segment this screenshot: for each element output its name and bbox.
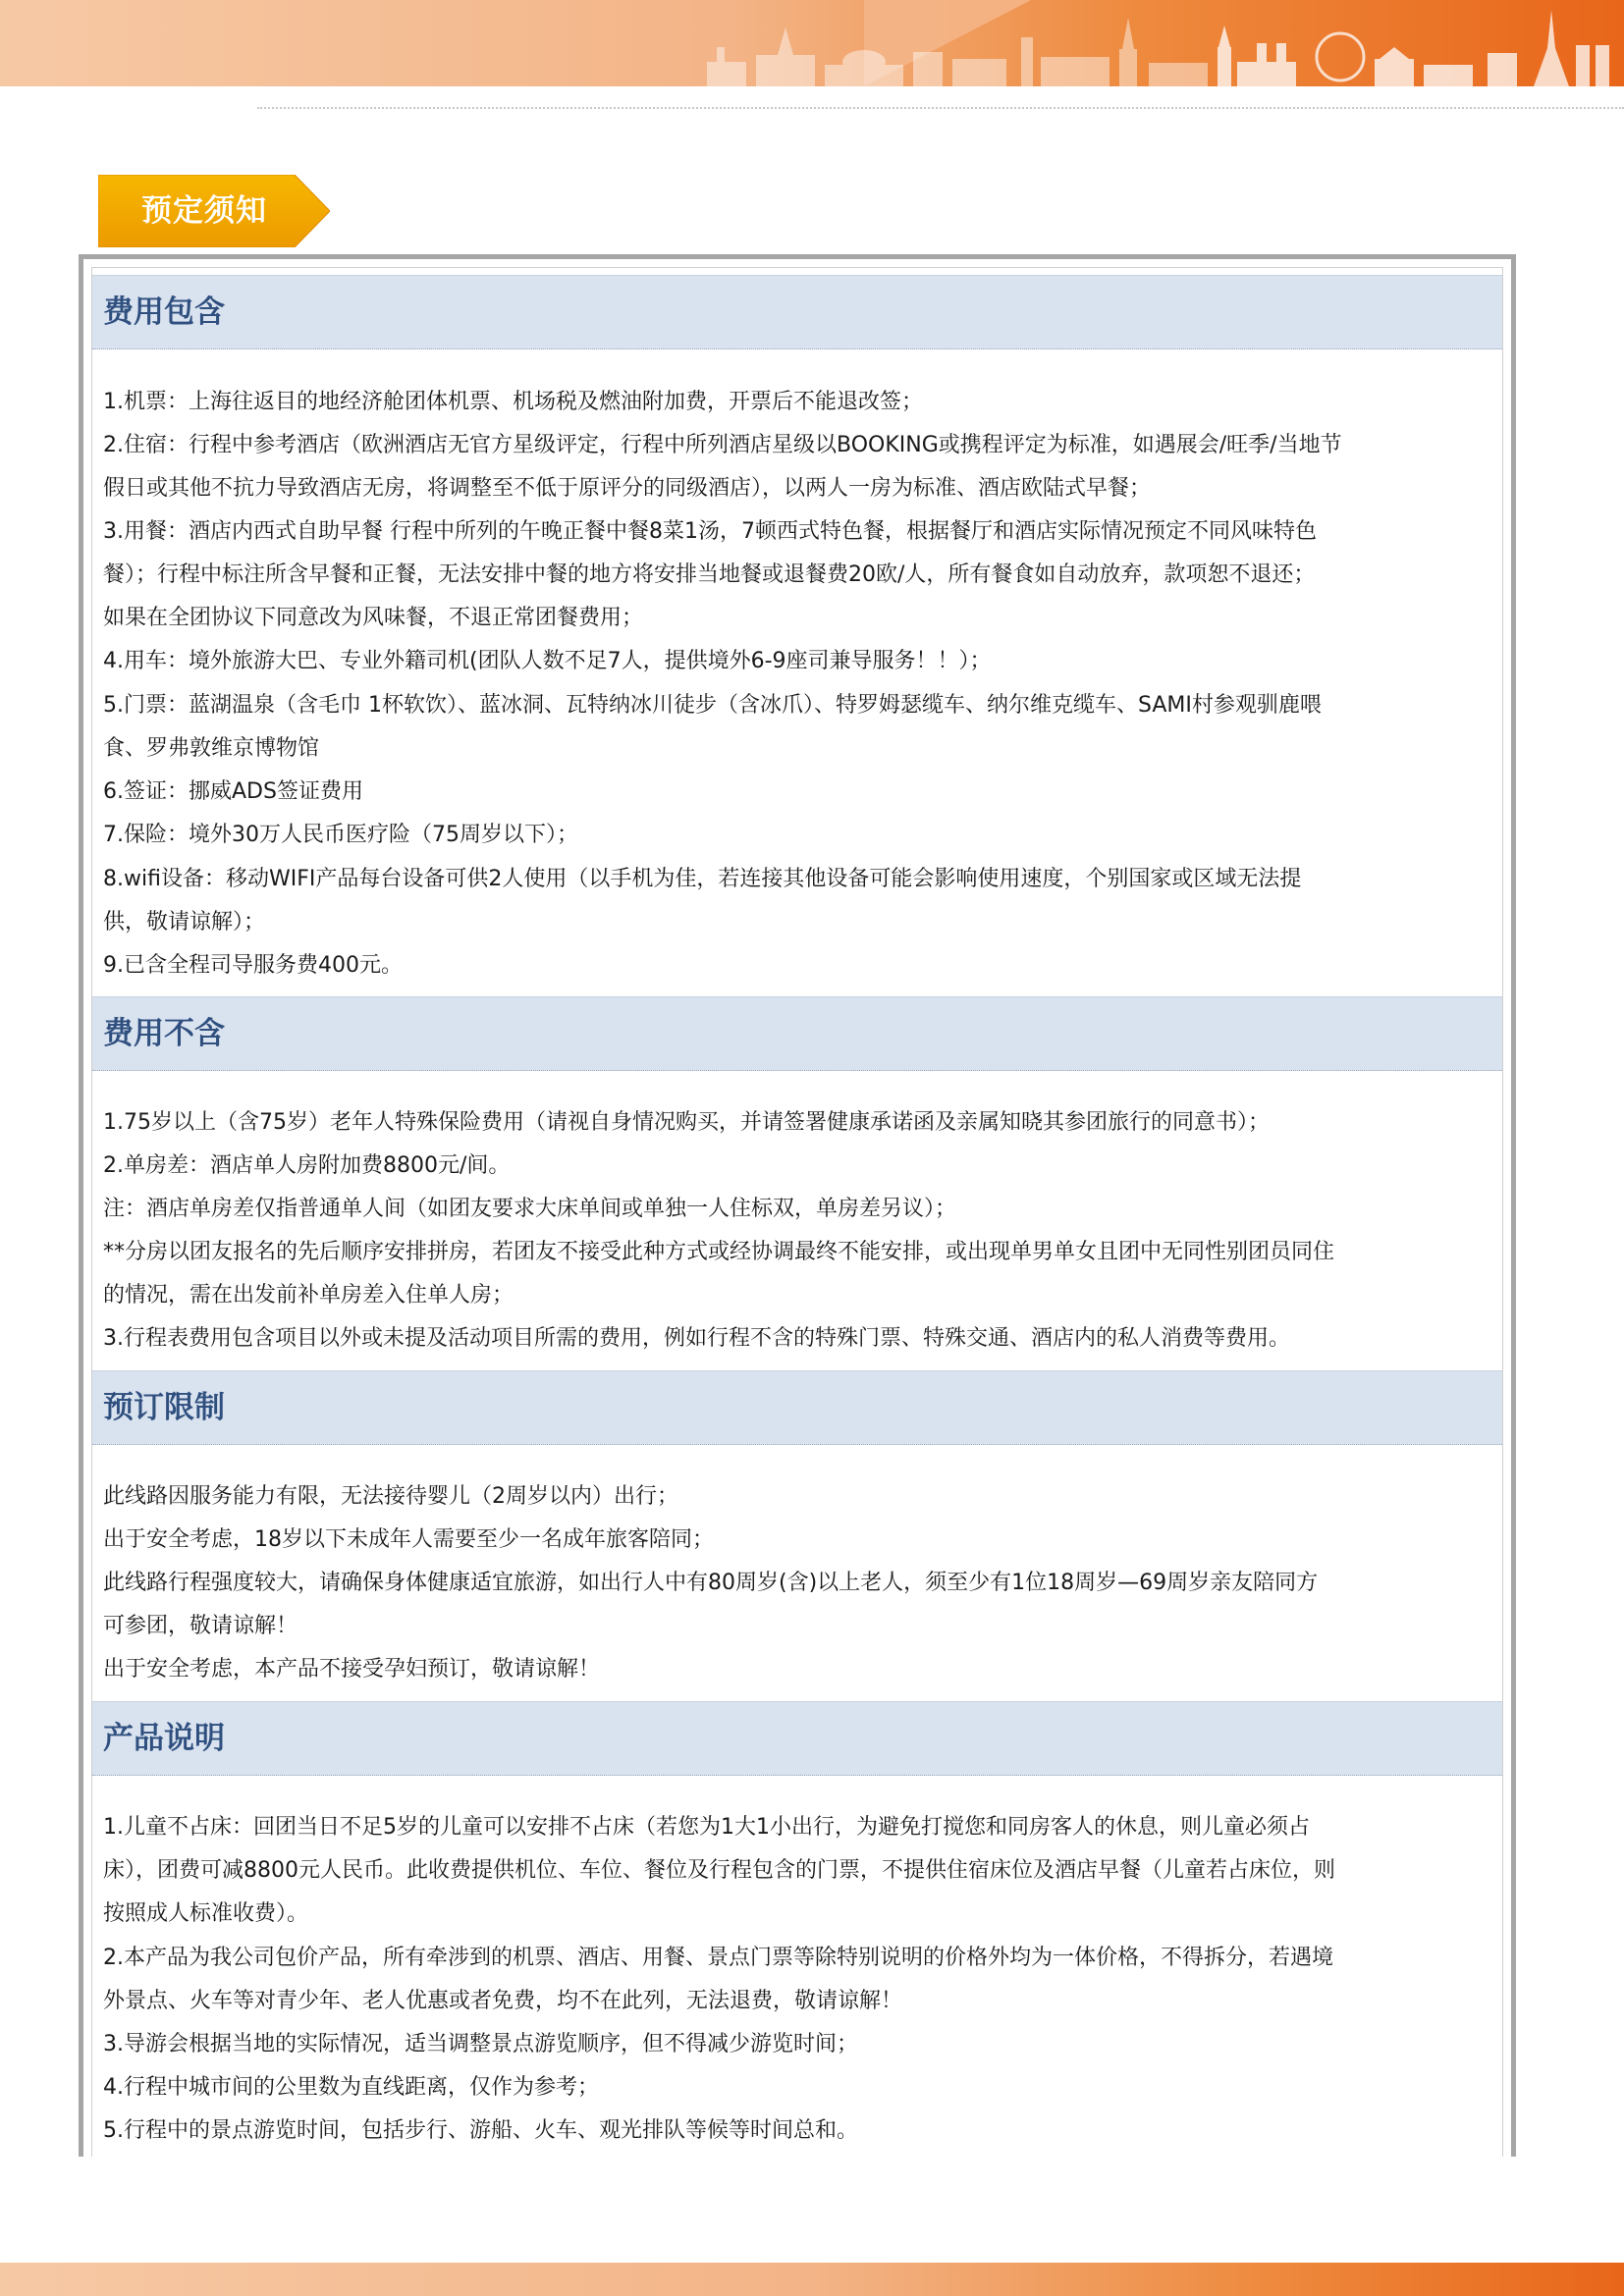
booking-notice-box — [79, 254, 1516, 2157]
text-line: 外景点、火车等对青少年、老人优惠或者免费，均不在此列，无法退费，敬请谅解！ — [103, 1989, 903, 2013]
text-line: 注：酒店单房差仅指普通单人间（如团友要求大床单间或单独一人住标双，单房差另议）； — [103, 1197, 957, 1221]
text-line: 供，敬请谅解）； — [103, 910, 266, 934]
section-title: 产品说明 — [103, 1721, 225, 1756]
booking-notice-inner — [91, 267, 1503, 2157]
text-line: 此线路行程强度较大，请确保身体健康适宜旅游，如出行人中有80周岁(含)以上老人，须至少有1位18周岁—69周岁亲友陪同方 — [103, 1571, 1319, 1595]
section-title: 费用不含 — [103, 1016, 225, 1051]
text-line: 1.机票：上海往返目的地经济舱团体机票、机场税及燃油附加费，开票后不能退改签； — [103, 390, 923, 414]
footer-banner — [0, 2263, 1624, 2296]
text-line: 假日或其他不抗力导致酒店无房，将调整至不低于原评分的同级酒店），以两人一房为标准、酒店欧陆式早餐； — [103, 476, 1152, 501]
text-line: 按照成人标准收费）。 — [103, 1901, 309, 1926]
section-header-excluded — [92, 996, 1502, 1071]
text-line: 如果在全团协议下同意改为风味餐，不退正常团餐费用； — [103, 606, 644, 630]
text-line: 4.用车：境外旅游大巴、专业外籍司机(团队人数不足7人，提供境外6-9座司兼导服务！！）； — [103, 649, 992, 673]
section-title: 费用包含 — [103, 294, 225, 330]
text-line: 4.行程中城市间的公里数为直线距离，仅作为参考； — [103, 2075, 599, 2100]
text-line: 床），团费可减8800元人民币。此收费提供机位、车位、餐位及行程包含的门票，不提供住宿床位及酒店早餐（儿童若占床位，则 — [103, 1858, 1335, 1883]
text-line: 出于安全考虑，本产品不接受孕妇预订，敬请谅解！ — [103, 1657, 601, 1682]
text-line: 5.门票：蓝湖温泉（含毛巾 1杯软饮）、蓝冰洞、瓦特纳冰川徒步（含冰爪）、特罗姆瑟缆车、纳尔维克缆车、SAMI村参观驯鹿喂 — [103, 693, 1322, 718]
text-line: 6.签证：挪威ADS签证费用 — [103, 779, 363, 804]
text-line: 1.儿童不占床：回团当日不足5岁的儿童可以安排不占床（若您为1大1小出行，为避免打搅您和同房客人的休息，则儿童必须占 — [103, 1815, 1310, 1840]
text-line: 8.wifi设备：移动WIFI产品每台设备可供2人使用（以手机为佳，若连接其他设备可能会影响使用速度，个别国家或区域无法提 — [103, 867, 1302, 891]
header-divider — [257, 107, 1624, 109]
city-skyline-icon — [687, 8, 1624, 86]
section-title: 预订限制 — [103, 1390, 225, 1425]
text-line: 7.保险：境外30万人民币医疗险（75周岁以下）； — [103, 823, 578, 847]
text-line: 3.行程表费用包含项目以外或未提及活动项目所需的费用，例如行程不含的特殊门票、特殊交通、酒店内的私人消费等费用。 — [103, 1326, 1290, 1351]
section-header-restrictions — [92, 1370, 1502, 1445]
section-header-product-notes — [92, 1701, 1502, 1776]
text-line: 2.单房差：酒店单人房附加费8800元/间。 — [103, 1153, 511, 1178]
tag-title: 预定须知 — [141, 193, 267, 229]
text-line: 9.已含全程司导服务费400元。 — [103, 953, 403, 978]
text-line: 1.75岁以上（含75岁）老年人特殊保险费用（请视自身情况购买，并请签署健康承诺函及亲属知晓其参团旅行的同意书）； — [103, 1110, 1270, 1135]
text-line: 可参团，敬请谅解！ — [103, 1614, 298, 1638]
text-line: 5.行程中的景点游览时间，包括步行、游船、火车、观光排队等候等时间总和。 — [103, 2118, 858, 2143]
text-line: 餐）；行程中标注所含早餐和正餐，无法安排中餐的地方将安排当地餐或退餐费20欧/人，所有餐食如自动放弃，款项恕不退还； — [103, 562, 1316, 587]
text-line: 2.本产品为我公司包价产品，所有牵涉到的机票、酒店、用餐、景点门票等除特别说明的价格外均为一体价格，不得拆分，若遇境 — [103, 1946, 1333, 1970]
text-line: 3.用餐：酒店内西式自助早餐 行程中所列的午晚正餐中餐8菜1汤，7顿西式特色餐，根据餐厅和酒店实际情况预定不同风味特色 — [103, 519, 1317, 544]
text-line: 出于安全考虑，18岁以下未成年人需要至少一名成年旅客陪同； — [103, 1527, 714, 1552]
text-line: 的情况，需在出发前补单房差入住单人房； — [103, 1283, 514, 1308]
section-tag — [98, 175, 330, 247]
text-line: 此线路因服务能力有限，无法接待婴儿（2周岁以内）出行； — [103, 1484, 678, 1509]
text-line: 3.导游会根据当地的实际情况，适当调整景点游览顺序，但不得减少游览时间； — [103, 2032, 858, 2056]
header-banner — [0, 0, 1624, 86]
text-line: 食、罗弗敦维京博物馆 — [103, 736, 320, 761]
text-line: **分房以团友报名的先后顺序安排拼房，若团友不接受此种方式或经协调最终不能安排，或出现单男单女且团中无同性别团员同住 — [103, 1240, 1335, 1264]
section-header-included — [92, 275, 1502, 349]
text-line: 2.住宿：行程中参考酒店（欧洲酒店无官方星级评定，行程中所列酒店星级以BOOKING或携程评定为标准，如遇展会/旺季/当地节 — [103, 433, 1342, 457]
